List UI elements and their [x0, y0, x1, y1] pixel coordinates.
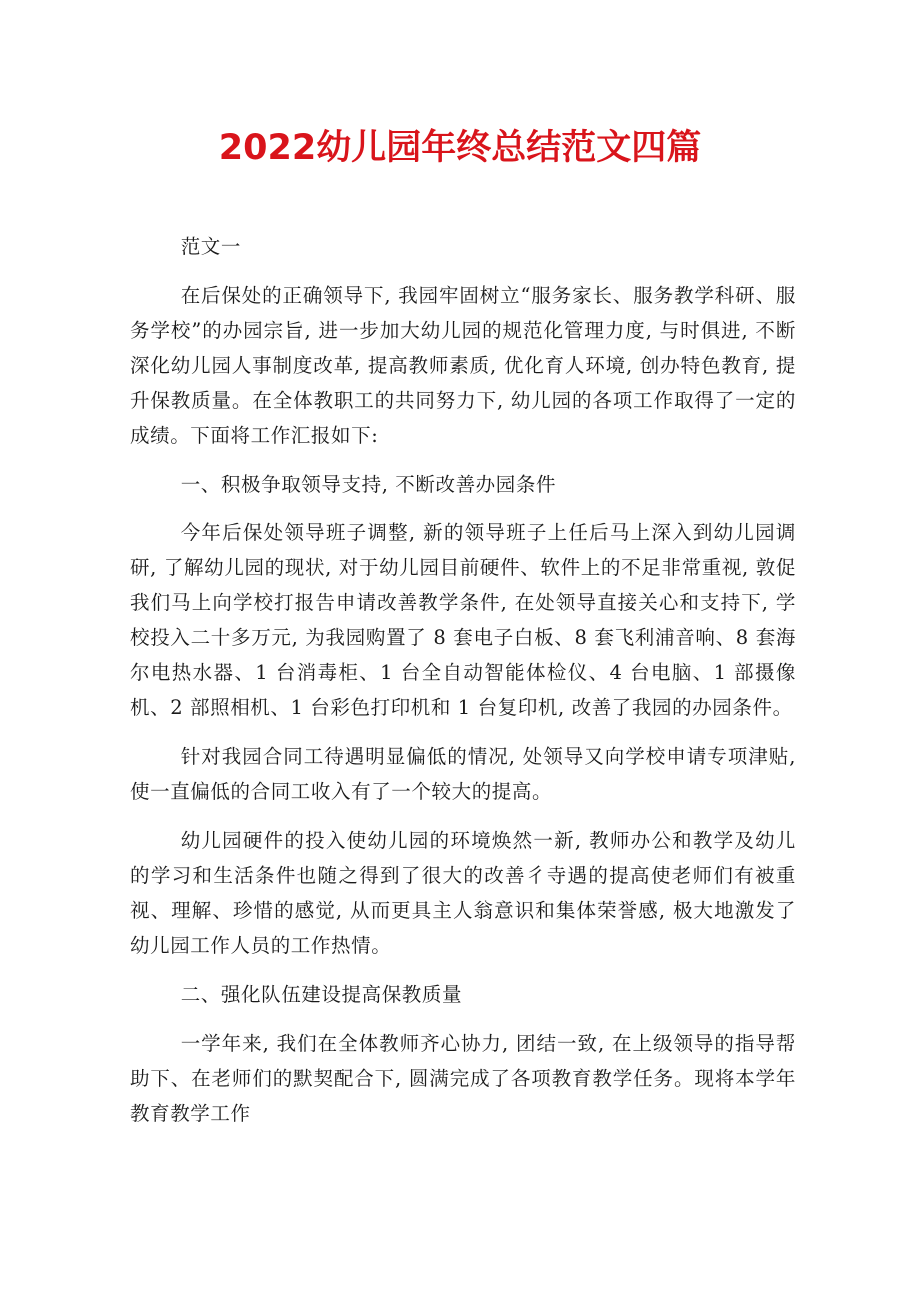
heading-section-2: 二、强化队伍建设提高保教质量 — [180, 982, 463, 1006]
paragraph-contract-workers: 针对我园合同工待遇明显偏低的情况, 处领导又向学校申请专项津贴, 使一直偏低的合同工收入有了一个较大的提高。 — [130, 745, 796, 804]
document-body — [130, 229, 796, 1144]
section-label-sample-1: 范文一 — [180, 235, 241, 258]
paragraph-environment: 幼儿园硬件的投入使幼儿园的环境焕然一新, 教师办公和教学及幼儿的学习和生活条件也随之得到了很大的改善彳寺遇的提高使老师们有被重视、理解、珍惜的感觉, 从而更具主人翁意识和集体荣誉感, 极大地激发了幼儿园工作人员的工作热情。 — [130, 828, 796, 957]
heading-section-1: 一、积极争取领导支持, 不断改善办园条件 — [180, 472, 557, 496]
paragraph-equipment: 今年后保处领导班子调整, 新的领导班子上任后马上深入到幼儿园调研, 了解幼儿园的现状, 对于幼儿园目前硬件、软件上的不足非常重视, 敦促我们马上向学校打报告申请改善教学条件, 在处领导直接关心和支持下, 学校投入二十多万元, 为我园购置了 8 套电子白板、8 套飞利浦音响、8 套海尔电热水器、1 台消毒柜、1 台全自动智能体检仪、4 台电脑、1 部摄像机、2 部照相机、1 台彩色打印机和 1 台复印机, 改善了我园的办园条件。 — [130, 521, 796, 720]
paragraph-intro: 在后保处的正确领导下, 我园牢固树立“服务家长、服务教学科研、服务学校”的办园宗旨, 进一步加大幼儿园的规范化管理力度, 与时俱进, 不断深化幼儿园人事制度改革, 提高教师素质, 优化育人环境, 创办特色教育, 提升保教质量。在全体教职工的共同努力下, 幼儿园的各项工作取得了一定的成绩。下面将工作汇报如下: — [130, 283, 796, 447]
paragraph-teaching: 一学年来, 我们在全体教师齐心协力, 团结一致, 在上级领导的指导帮助下、在老师们的默契配合下, 圆满完成了各项教育教学任务。现将本学年教育教学工作 — [130, 1031, 796, 1125]
document-title: 2022幼儿园年终总结范文四篇 — [218, 128, 702, 168]
